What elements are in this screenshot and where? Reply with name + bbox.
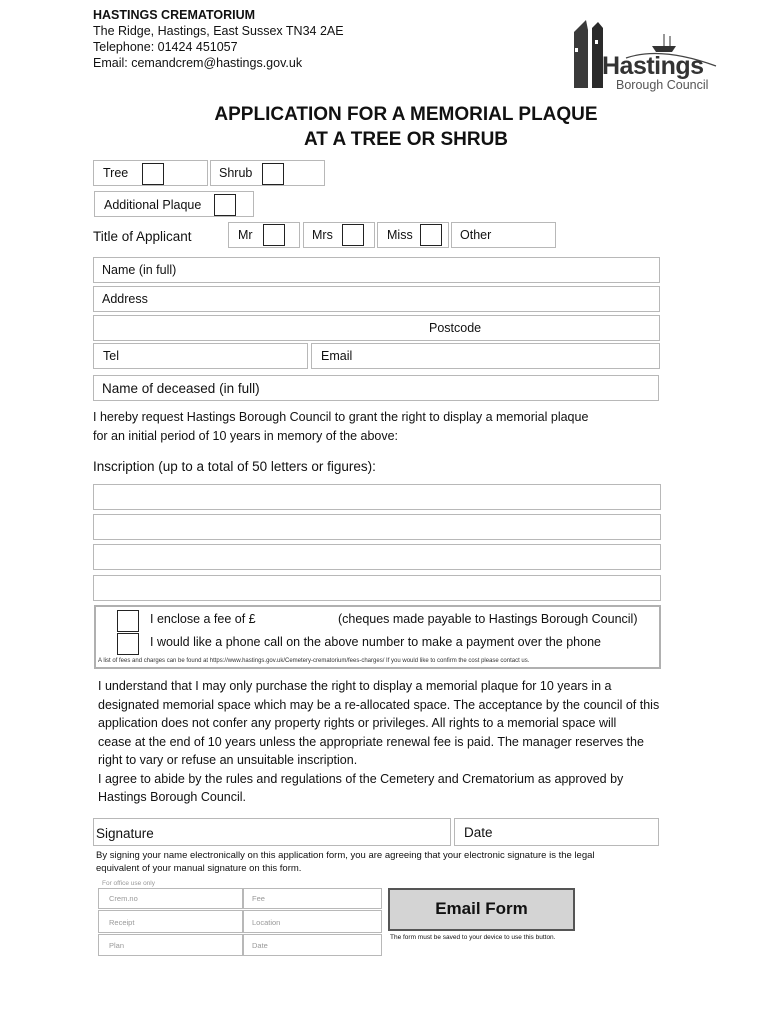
logo-text-council: Borough Council (616, 78, 709, 92)
esign-line-1: By signing your name electronically on this application form, you are agreeing that your electronic signature is the legal (96, 850, 595, 861)
inscription-line-4[interactable] (93, 575, 661, 601)
logo-text-hastings: Hastings (602, 52, 704, 80)
phone-payment-label: I would like a phone call on the above number to make a payment over the phone (150, 635, 601, 649)
tree-label: Tree (103, 166, 129, 180)
fees-note: A list of fees and charges can be found at https://www.hastings.gov.uk/Cemetery-crematorium/fees-charges/ If you would like to confirm the cost please contact us. (98, 658, 530, 664)
org-address: The Ridge, Hastings, East Sussex TN34 2AE (93, 24, 344, 38)
office-fee-label: Fee (252, 894, 265, 903)
name-label: Name (in full) (102, 263, 177, 277)
request-line-2: for an initial period of 10 years in memory of the above: (93, 428, 399, 443)
office-plan-label: Plan (109, 941, 125, 950)
council-logo (566, 18, 726, 96)
request-text (93, 408, 588, 445)
esign-line-2: equivalent of your manual signature on this form. (96, 862, 302, 874)
cheques-note: (cheques made payable to Hastings Borough Council) (338, 612, 638, 626)
shrub-label: Shrub (219, 166, 253, 180)
additional-plaque-checkbox[interactable] (214, 194, 236, 216)
postcode-field[interactable] (93, 315, 660, 341)
office-date-label: Date (252, 941, 268, 950)
esign-note (96, 850, 595, 875)
email-form-button[interactable]: Email Form (388, 888, 575, 931)
mr-option (228, 222, 300, 248)
title-line-1: APPLICATION FOR A MEMORIAL PLAQUE (214, 104, 598, 125)
mr-label: Mr (238, 228, 253, 242)
payment-section (94, 605, 661, 669)
office-receipt-label: Receipt (109, 918, 135, 927)
other-title-field[interactable] (451, 222, 556, 248)
date-label: Date (464, 825, 493, 840)
fee-amount-input[interactable] (268, 609, 330, 629)
agreement-text (98, 677, 659, 807)
date-field[interactable] (454, 818, 659, 846)
additional-plaque-label: Additional Plaque (104, 198, 202, 212)
miss-checkbox[interactable] (420, 224, 442, 246)
mrs-checkbox[interactable] (342, 224, 364, 246)
agreement-line-1: I understand that I may only purchase the right to display a memorial plaque for 10 years in a (98, 679, 612, 693)
tree-option (93, 160, 208, 186)
org-email: Email: cemandcrem@hastings.gov.uk (93, 56, 303, 70)
org-telephone: Telephone: 01424 451057 (93, 40, 238, 54)
office-date-field[interactable] (243, 934, 382, 956)
additional-plaque-option (94, 191, 254, 217)
office-cremno-field[interactable] (98, 888, 243, 909)
miss-label: Miss (387, 228, 413, 242)
deceased-label: Name of deceased (in full) (102, 381, 260, 396)
shrub-checkbox[interactable] (262, 163, 284, 185)
inscription-line-3[interactable] (93, 544, 661, 570)
mrs-option (303, 222, 375, 248)
office-location-field[interactable] (243, 910, 382, 933)
form-title (0, 102, 770, 152)
inscription-line-2[interactable] (93, 514, 661, 540)
agreement-line-7: Hastings Borough Council. (98, 790, 246, 804)
agreement-line-3: application does not confer any property rights or privileges. All rights to a memorial space will (98, 716, 617, 730)
applicant-title-label: Title of Applicant (93, 229, 192, 244)
agreement-line-5: right to vary or refuse an unsuitable inscription. (98, 753, 358, 767)
fee-checkbox[interactable] (117, 610, 139, 632)
mrs-label: Mrs (312, 228, 333, 242)
inscription-line-1[interactable] (93, 484, 661, 510)
tel-field[interactable] (93, 343, 308, 369)
office-use-heading: For office use only (102, 880, 155, 887)
mr-checkbox[interactable] (263, 224, 285, 246)
shrub-option (210, 160, 325, 186)
address-label: Address (102, 292, 148, 306)
signature-field[interactable] (93, 818, 451, 846)
header-block (93, 7, 344, 71)
email-label: Email (321, 349, 353, 363)
deceased-name-field[interactable] (93, 375, 659, 401)
other-label: Other (460, 228, 492, 242)
email-field[interactable] (311, 343, 660, 369)
agreement-line-4: cease at the end of 10 years unless the appropriate renewal fee is paid. The manager reserves the (98, 734, 644, 749)
request-line-1: I hereby request Hastings Borough Council to grant the right to display a memorial plaque (93, 410, 589, 424)
office-fee-field[interactable] (243, 888, 382, 909)
title-line-2: AT A TREE OR SHRUB (303, 129, 509, 150)
phone-payment-checkbox[interactable] (117, 633, 139, 655)
office-receipt-field[interactable] (98, 910, 243, 933)
miss-option (377, 222, 449, 248)
email-button-note: The form must be saved to your device to use this button. (390, 934, 556, 941)
address-field[interactable] (93, 286, 660, 312)
agreement-line-2: designated memorial space which may be a re-allocated space. The acceptance by the council of this (98, 697, 660, 712)
fee-label: I enclose a fee of £ (150, 612, 256, 626)
office-location-label: Location (252, 918, 281, 927)
name-field[interactable] (93, 257, 660, 283)
tel-label: Tel (103, 349, 119, 363)
agreement-line-6: I agree to abide by the rules and regulations of the Cemetery and Crematorium as approved by (98, 771, 624, 786)
signature-label: Signature (96, 826, 154, 841)
org-name: HASTINGS CREMATORIUM (93, 8, 256, 22)
office-plan-field[interactable] (98, 934, 243, 956)
postcode-label: Postcode (429, 321, 482, 335)
tree-checkbox[interactable] (142, 163, 164, 185)
inscription-label: Inscription (up to a total of 50 letters or figures): (93, 459, 376, 474)
office-cremno-label: Crem.no (109, 894, 138, 903)
